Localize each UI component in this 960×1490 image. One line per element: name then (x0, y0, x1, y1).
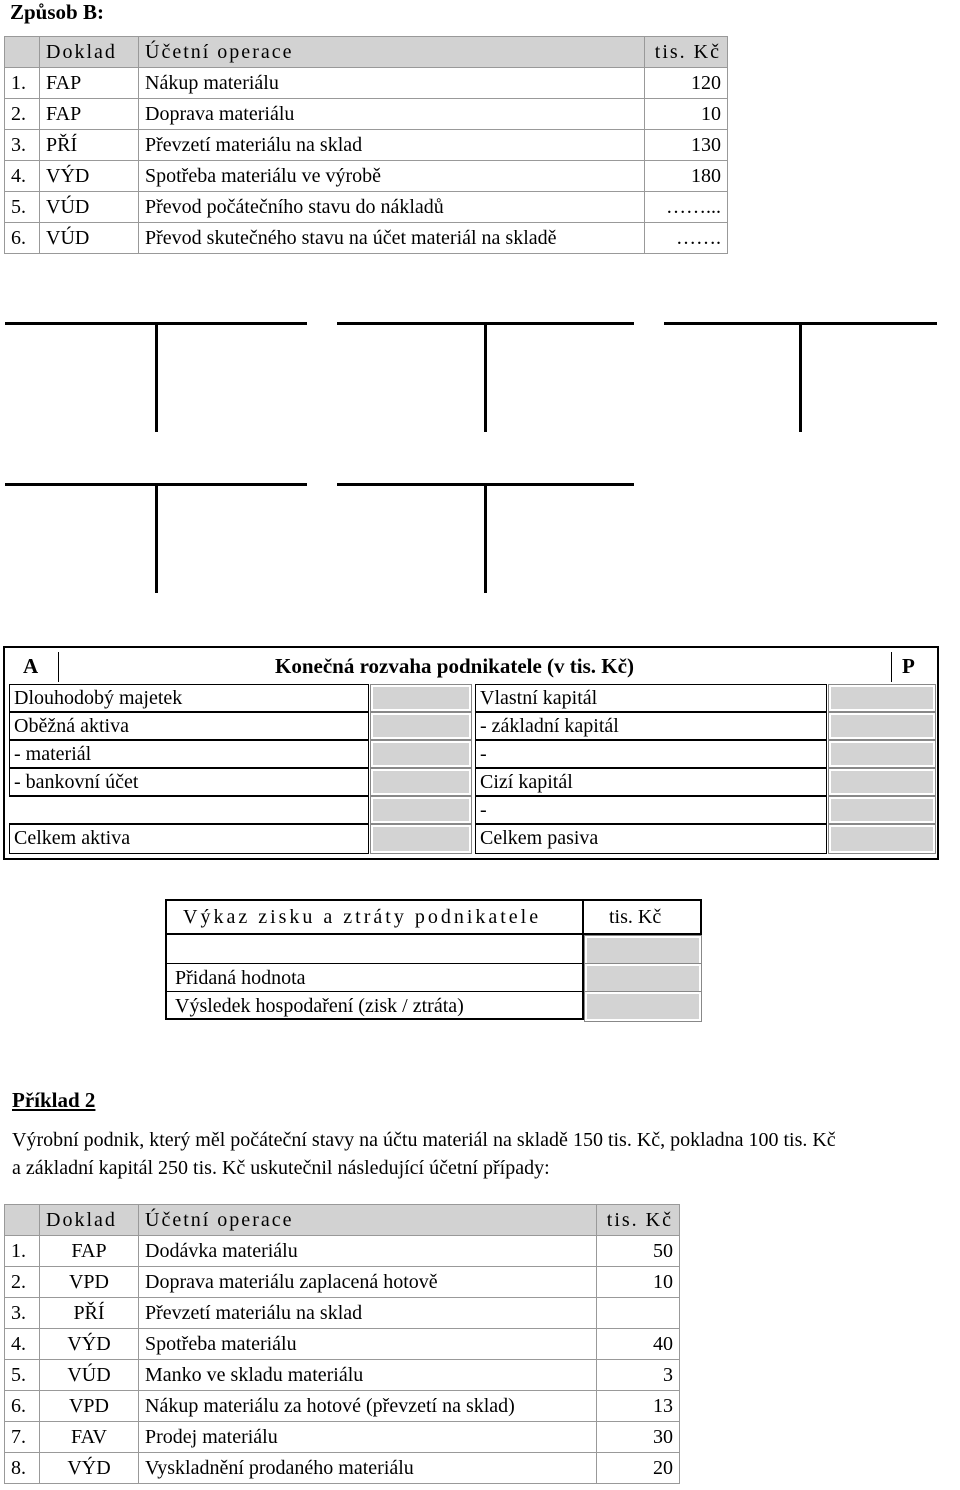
row-number: 5. (5, 1360, 40, 1391)
header-operation: Účetní operace (139, 37, 645, 68)
row-number: 4. (5, 161, 40, 192)
table-row (5, 99, 728, 130)
row-number: 2. (5, 1267, 40, 1298)
row-number: 5. (5, 192, 40, 223)
row-number: 1. (5, 1236, 40, 1267)
transactions-table-1 (4, 36, 728, 254)
header-value: tis. Kč (597, 1205, 680, 1236)
row-doc: VÚD (40, 223, 139, 254)
row-doc: FAV (40, 1422, 139, 1453)
row-number: 8. (5, 1453, 40, 1484)
page-title: Způsob B: (10, 0, 104, 24)
row-doc: VÚD (40, 1360, 139, 1391)
row-operation: Vyskladnění prodaného materiálu (139, 1453, 597, 1484)
row-value: 130 (645, 130, 728, 161)
row-value: 20 (597, 1453, 680, 1484)
asset-label: Oběžná aktiva (9, 712, 369, 740)
row-operation: Převzetí materiálu na sklad (139, 1298, 597, 1329)
row-doc: FAP (40, 68, 139, 99)
income-title: Výkaz zisku a ztráty podnikatele (183, 906, 542, 928)
row-operation: Spotřeba materiálu (139, 1329, 597, 1360)
income-value (585, 992, 701, 1021)
liability-value (829, 685, 935, 711)
row-value: 10 (597, 1267, 680, 1298)
table-row (5, 1329, 680, 1360)
row-value: 3 (597, 1360, 680, 1391)
row-value: ……... (645, 192, 728, 223)
table-header-row (5, 1205, 680, 1236)
income-row-label: Výsledek hospodaření (zisk / ztráta) (175, 995, 464, 1017)
table-row (5, 161, 728, 192)
row-value: 180 (645, 161, 728, 192)
row-doc: PŘÍ (40, 130, 139, 161)
row-operation: Spotřeba materiálu ve výrobě (139, 161, 645, 192)
header-doc: Doklad (40, 1205, 139, 1236)
row-doc: FAP (40, 1236, 139, 1267)
row-operation: Převod skutečného stavu na účet materiál na skladě (139, 223, 645, 254)
asset-value (371, 741, 471, 767)
row-operation: Prodej materiálu (139, 1422, 597, 1453)
table-row (5, 1267, 680, 1298)
table-row (5, 1298, 680, 1329)
income-statement (165, 899, 702, 1020)
row-doc: VÝD (40, 1453, 139, 1484)
income-unit: tis. Kč (609, 906, 662, 928)
asset-value (371, 713, 471, 739)
row-operation: Nákup materiálu (139, 68, 645, 99)
header-value: tis. Kč (645, 37, 728, 68)
row-doc: VÝD (40, 1329, 139, 1360)
row-number: 4. (5, 1329, 40, 1360)
row-doc: FAP (40, 99, 139, 130)
asset-total-value (371, 825, 471, 853)
liability-value (829, 741, 935, 767)
table-row (5, 130, 728, 161)
row-number: 3. (5, 1298, 40, 1329)
row-number: 6. (5, 1391, 40, 1422)
row-number: 1. (5, 68, 40, 99)
row-doc: VÝD (40, 161, 139, 192)
asset-value (371, 685, 471, 711)
liability-value (829, 797, 935, 823)
row-number: 3. (5, 130, 40, 161)
row-value: 10 (645, 99, 728, 130)
row-number: 2. (5, 99, 40, 130)
income-row-label: Přidaná hodnota (175, 967, 306, 989)
row-value: 40 (597, 1329, 680, 1360)
row-operation: Převod počátečního stavu do nákladů (139, 192, 645, 223)
row-operation: Dodávka materiálu (139, 1236, 597, 1267)
row-operation: Manko ve skladu materiálu (139, 1360, 597, 1391)
asset-label: Celkem aktiva (9, 824, 369, 854)
table-row (5, 223, 728, 254)
table-row (5, 1360, 680, 1391)
liability-label: - (475, 740, 827, 768)
liability-value (829, 769, 935, 795)
row-operation: Nákup materiálu za hotové (převzetí na sklad) (139, 1391, 597, 1422)
asset-label: - materiál (9, 740, 369, 768)
asset-label: - bankovní účet (9, 768, 369, 796)
income-value (585, 964, 701, 993)
table-row (5, 1422, 680, 1453)
example-title: Příklad 2 (12, 1088, 96, 1112)
header-number-cell (5, 37, 40, 68)
income-value (585, 936, 701, 965)
balance-title: Konečná rozvaha podnikatele (v tis. Kč) (275, 654, 634, 678)
liability-total-value (829, 825, 935, 853)
row-value: 120 (645, 68, 728, 99)
asset-label: Dlouhodobý majetek (9, 684, 369, 712)
table-row (5, 1391, 680, 1422)
row-value: 13 (597, 1391, 680, 1422)
row-number: 6. (5, 223, 40, 254)
row-value: 30 (597, 1422, 680, 1453)
row-number: 7. (5, 1422, 40, 1453)
asset-value (371, 797, 471, 823)
liabilities-letter: P (902, 654, 915, 678)
table-row (5, 1236, 680, 1267)
row-doc: VÚD (40, 192, 139, 223)
row-value: ……. (645, 223, 728, 254)
header-number-cell (5, 1205, 40, 1236)
example-text-line: a základní kapitál 250 tis. Kč uskutečnil následující účetní případy: (12, 1157, 550, 1179)
table-row (5, 192, 728, 223)
header-operation: Účetní operace (139, 1205, 597, 1236)
table-header-row (5, 37, 728, 68)
assets-letter: A (23, 654, 39, 678)
liability-label: - základní kapitál (475, 712, 827, 740)
liability-value (829, 713, 935, 739)
table-row (5, 68, 728, 99)
asset-value (371, 769, 471, 795)
example-text-line: Výrobní podnik, který měl počáteční stavy na účtu materiál na skladě 150 tis. Kč, pokladna 100 tis. Kč (12, 1129, 836, 1151)
asset-label (9, 796, 369, 824)
table-row (5, 1453, 680, 1484)
row-value: 50 (597, 1236, 680, 1267)
row-doc: VPD (40, 1391, 139, 1422)
header-doc: Doklad (40, 37, 139, 68)
transactions-table-2 (4, 1204, 680, 1484)
example-text (12, 1126, 960, 1182)
liability-label: Vlastní kapitál (475, 684, 827, 712)
row-doc: VPD (40, 1267, 139, 1298)
liability-label: Celkem pasiva (475, 824, 827, 854)
income-row (167, 935, 582, 964)
liability-label: - (475, 796, 827, 824)
row-value (597, 1298, 680, 1329)
row-doc: PŘÍ (40, 1298, 139, 1329)
row-operation: Převzetí materiálu na sklad (139, 130, 645, 161)
balance-sheet (3, 646, 939, 860)
row-operation: Doprava materiálu zaplacená hotově (139, 1267, 597, 1298)
liability-label: Cizí kapitál (475, 768, 827, 796)
row-operation: Doprava materiálu (139, 99, 645, 130)
